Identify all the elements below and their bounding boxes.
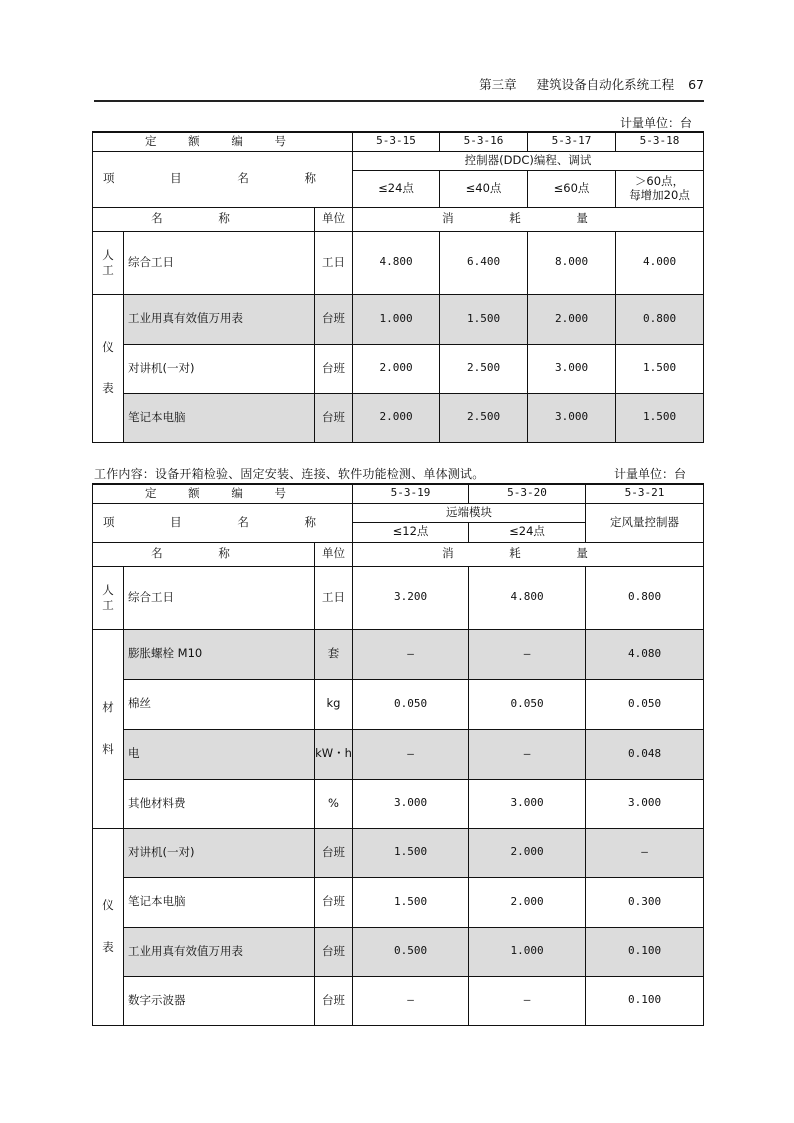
row-value: 1.500 <box>353 877 469 927</box>
table-row <box>93 679 704 729</box>
row-value: — <box>353 629 469 679</box>
table1-sub-item-4-line2: 每增加20点 <box>629 187 690 202</box>
table2-labor-cat-1: 人 <box>102 582 114 597</box>
row-name: 笔记本电脑 <box>124 393 315 442</box>
table2-mat-cat-1: 材 <box>102 700 114 715</box>
table2-item-label: 项 目 名 称 <box>93 503 353 542</box>
row-name: 膨胀螺栓 M10 <box>124 629 315 679</box>
table-row <box>93 779 704 828</box>
table-row <box>93 927 704 976</box>
table1-labor-name: 综合工日 <box>124 231 315 294</box>
work-content: 工作内容：设备开箱检验、固定安装、连接、软件功能检测、单体测试。 <box>94 467 485 481</box>
row-value: — <box>353 729 469 779</box>
table2-sub-item-1: ≤12点 <box>353 522 469 542</box>
row-value: 0.050 <box>469 679 586 729</box>
row-name: 笔记本电脑 <box>124 877 315 927</box>
table-row <box>93 877 704 927</box>
table1-labor-cat-2: 工 <box>102 262 114 277</box>
table2-name-header: 名 称 <box>93 542 315 566</box>
table1-group-title: 控制器(DDC)编程、调试 <box>353 151 704 170</box>
row-unit: 台班 <box>315 393 353 442</box>
row-value: 0.050 <box>586 679 704 729</box>
table2-labor-value: 3.200 <box>353 566 469 629</box>
row-value: — <box>469 729 586 779</box>
table1-unit-header: 单位 <box>315 207 353 231</box>
row-value: — <box>469 976 586 1025</box>
table1-name-header: 名 称 <box>93 207 315 231</box>
table-row <box>93 294 704 344</box>
row-value: 2.500 <box>440 393 528 442</box>
row-name: 对讲机(一对) <box>124 344 315 393</box>
table1-sub-item-4-line1: ＞60点， <box>634 174 685 189</box>
table2-quota-label: 定 额 编 号 <box>93 484 353 503</box>
row-value: 1.000 <box>353 294 440 344</box>
row-unit: 台班 <box>315 294 353 344</box>
table2-inst-cat-1: 仪 <box>102 898 114 913</box>
table1-item-label: 项 目 名 称 <box>93 151 353 207</box>
table1-labor-value: 4.000 <box>616 231 704 294</box>
table2-inst-cat-2: 表 <box>102 939 114 954</box>
table2-consumption-header: 消 耗 量 <box>353 542 704 566</box>
row-value: 3.000 <box>528 344 616 393</box>
row-value: 1.500 <box>353 828 469 877</box>
table2-last-item: 定风量控制器 <box>586 503 704 542</box>
table1-quota-label: 定 额 编 号 <box>93 132 353 151</box>
row-unit: 套 <box>315 629 353 679</box>
row-value: 2.000 <box>353 393 440 442</box>
row-value: — <box>353 976 469 1025</box>
row-unit: % <box>315 779 353 828</box>
table1-unit: 计量单位：台 <box>620 116 693 130</box>
table2-labor-value: 0.800 <box>586 566 704 629</box>
table2-labor-category <box>93 566 124 629</box>
table2-labor-unit: 工日 <box>315 566 353 629</box>
table2-group-title: 远端模块 <box>353 503 586 522</box>
table2-labor-cat-2: 工 <box>102 597 114 612</box>
row-value: 0.048 <box>586 729 704 779</box>
row-name: 对讲机(一对) <box>124 828 315 877</box>
table2-instrument-category <box>93 828 124 1025</box>
row-unit: kg <box>315 679 353 729</box>
running-header <box>470 75 704 93</box>
row-value: 3.000 <box>353 779 469 828</box>
row-value: 2.000 <box>353 344 440 393</box>
row-value: 3.000 <box>469 779 586 828</box>
table-row <box>93 393 704 442</box>
row-value: 1.000 <box>469 927 586 976</box>
row-value: — <box>586 828 704 877</box>
table-row <box>93 828 704 877</box>
row-name: 其他材料费 <box>124 779 315 828</box>
table2-labor-value: 4.800 <box>469 566 586 629</box>
row-unit: 台班 <box>315 976 353 1025</box>
table1-code-3: 5-3-17 <box>528 132 616 151</box>
row-value: 1.500 <box>616 393 704 442</box>
table2-unit: 计量单位：台 <box>614 467 687 481</box>
table2-mat-cat-2: 料 <box>102 741 114 756</box>
row-value: 0.050 <box>353 679 469 729</box>
table1-labor-category <box>93 231 124 294</box>
table1-consumption-header: 消 耗 量 <box>353 207 704 231</box>
table1-inst-cat-2: 表 <box>102 381 114 395</box>
row-value: 2.000 <box>469 877 586 927</box>
row-value: 0.100 <box>586 927 704 976</box>
table1 <box>92 131 704 443</box>
table-row <box>93 344 704 393</box>
table1-labor-value: 6.400 <box>440 231 528 294</box>
row-value: 0.500 <box>353 927 469 976</box>
table1-inst-cat-1: 仪 <box>102 339 114 354</box>
table1-labor-value: 4.800 <box>353 231 440 294</box>
table1-instrument-category <box>93 294 124 442</box>
table2 <box>92 483 704 1026</box>
row-value: 3.000 <box>586 779 704 828</box>
row-name: 工业用真有效值万用表 <box>124 927 315 976</box>
table1-labor-unit: 工日 <box>315 231 353 294</box>
table1-code-2: 5-3-16 <box>440 132 528 151</box>
table2-labor-name: 综合工日 <box>124 566 315 629</box>
row-value: 1.500 <box>440 294 528 344</box>
row-value: 1.500 <box>616 344 704 393</box>
chapter-label: 第三章 <box>479 77 517 92</box>
table2-unit-header: 单位 <box>315 542 353 566</box>
row-value: 0.800 <box>616 294 704 344</box>
row-value: 2.000 <box>469 828 586 877</box>
table1-sub-item-4 <box>616 170 704 207</box>
row-value: 2.000 <box>528 294 616 344</box>
row-value: 2.500 <box>440 344 528 393</box>
chapter-title: 建筑设备自动化系统工程 <box>536 77 675 92</box>
row-name: 工业用真有效值万用表 <box>124 294 315 344</box>
table2-code-1: 5-3-19 <box>353 484 469 503</box>
row-value: 0.100 <box>586 976 704 1025</box>
row-name: 数字示波器 <box>124 976 315 1025</box>
row-name: 棉丝 <box>124 679 315 729</box>
row-unit: 台班 <box>315 828 353 877</box>
table2-code-3: 5-3-21 <box>586 484 704 503</box>
table1-sub-item-2: ≤40点 <box>440 170 528 207</box>
row-unit: 台班 <box>315 877 353 927</box>
table1-code-1: 5-3-15 <box>353 132 440 151</box>
table1-labor-cat-1: 人 <box>102 247 114 262</box>
table-row <box>93 976 704 1025</box>
table1-labor-value: 8.000 <box>528 231 616 294</box>
row-unit: 台班 <box>315 344 353 393</box>
row-value: 4.080 <box>586 629 704 679</box>
page-number: 67 <box>688 77 704 92</box>
table2-sub-item-2: ≤24点 <box>469 522 586 542</box>
table2-code-2: 5-3-20 <box>469 484 586 503</box>
row-unit: kW・h <box>315 729 353 779</box>
row-value: 0.300 <box>586 877 704 927</box>
table1-code-4: 5-3-18 <box>616 132 704 151</box>
row-name: 电 <box>124 729 315 779</box>
table2-material-category <box>93 629 124 828</box>
header-rule <box>94 100 704 102</box>
table-row <box>93 729 704 779</box>
row-value: 3.000 <box>528 393 616 442</box>
row-value: — <box>469 629 586 679</box>
table1-sub-item-1: ≤24点 <box>353 170 440 207</box>
table-row <box>93 629 704 679</box>
table1-sub-item-3: ≤60点 <box>528 170 616 207</box>
row-unit: 台班 <box>315 927 353 976</box>
